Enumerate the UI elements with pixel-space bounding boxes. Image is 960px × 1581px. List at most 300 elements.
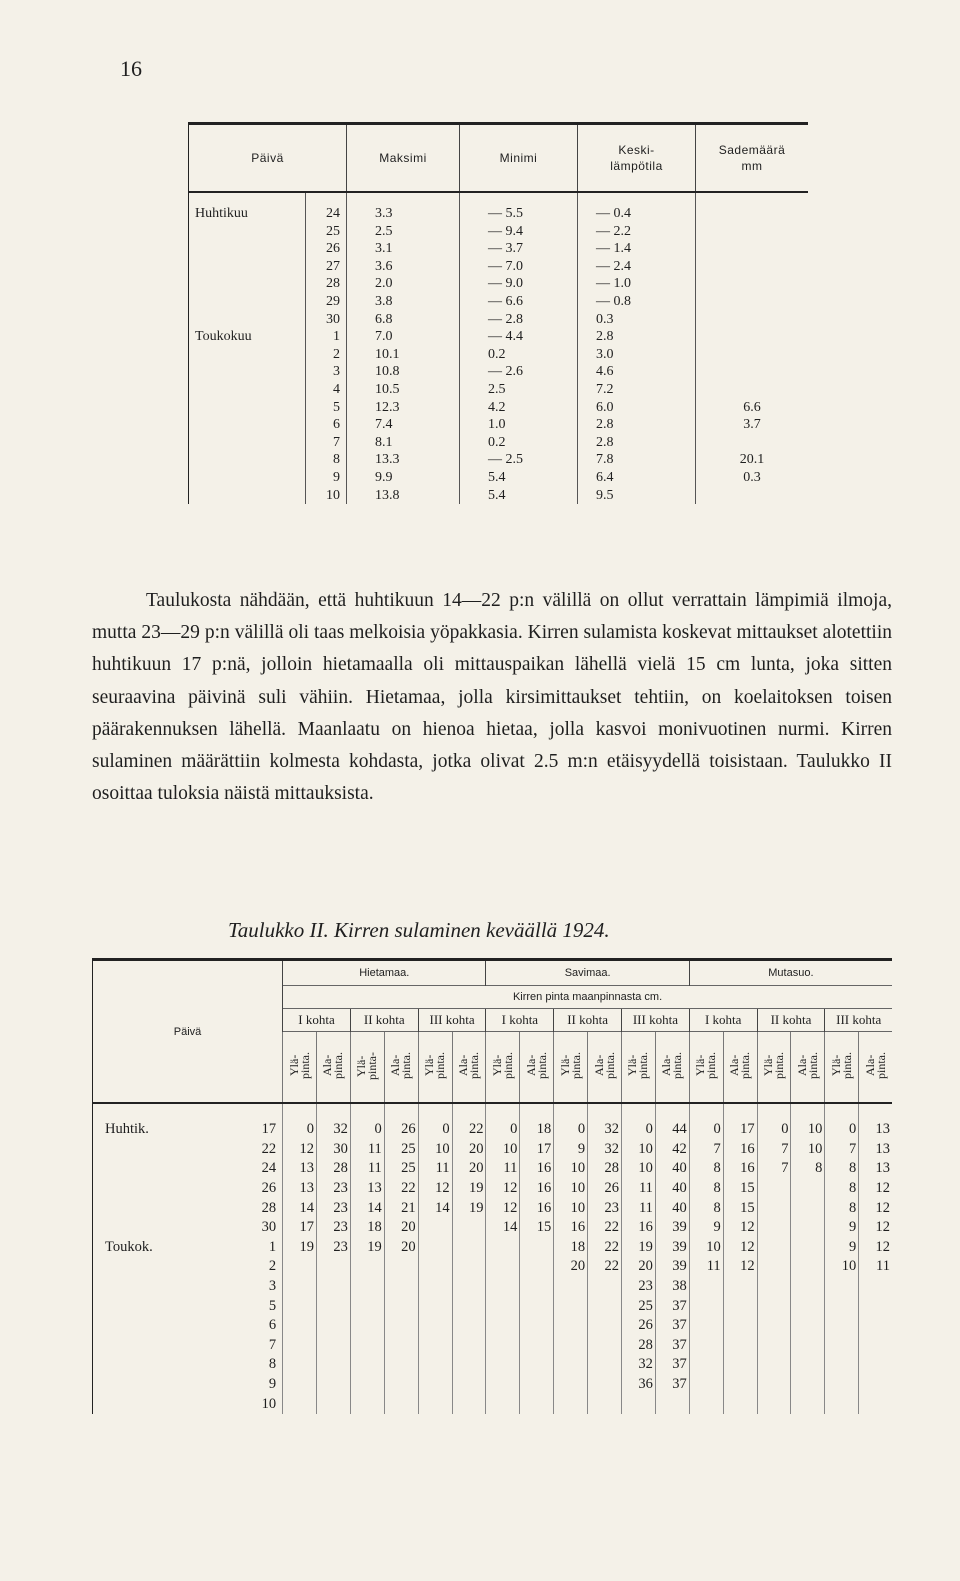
mean-cell: 2.8 bbox=[578, 328, 696, 346]
depth-cell: 11 bbox=[350, 1140, 384, 1160]
depth-cell bbox=[554, 1355, 588, 1375]
depth-cell bbox=[486, 1238, 520, 1258]
frost-row bbox=[93, 1238, 893, 1258]
frost-row bbox=[93, 1375, 893, 1395]
date-cell bbox=[93, 1355, 283, 1375]
header-pinta-label: Ylä- pinta. bbox=[286, 1052, 312, 1079]
min-cell: — 2.6 bbox=[460, 363, 578, 381]
depth-cell: 13 bbox=[283, 1179, 317, 1199]
temperature-row bbox=[189, 434, 809, 452]
depth-cell: 23 bbox=[317, 1179, 351, 1199]
depth-cell bbox=[317, 1257, 351, 1277]
header-sademaara: Sademäärä mm bbox=[696, 124, 809, 193]
depth-cell: 8 bbox=[689, 1159, 723, 1179]
depth-cell bbox=[757, 1355, 791, 1375]
rain-cell bbox=[696, 293, 809, 311]
depth-cell: 13 bbox=[859, 1140, 892, 1160]
depth-cell bbox=[757, 1296, 791, 1316]
depth-cell: 11 bbox=[859, 1257, 892, 1277]
rain-cell: 3.7 bbox=[696, 416, 809, 434]
min-cell: — 4.4 bbox=[460, 328, 578, 346]
header-pinta-label: Ala- pinta. bbox=[523, 1052, 549, 1079]
header-kohta: III kohta bbox=[825, 1009, 892, 1032]
rain-cell: 6.6 bbox=[696, 399, 809, 417]
header-pinta-label: Ylä- pinta. bbox=[489, 1052, 515, 1079]
depth-cell: 12 bbox=[723, 1257, 757, 1277]
mean-cell: 2.8 bbox=[578, 434, 696, 452]
depth-cell bbox=[283, 1277, 317, 1297]
depth-cell bbox=[384, 1277, 418, 1297]
depth-cell bbox=[757, 1238, 791, 1258]
depth-cell: 9 bbox=[554, 1140, 588, 1160]
depth-cell bbox=[418, 1238, 452, 1258]
frost-row bbox=[93, 1179, 893, 1199]
header-pinta-label: Ala- pinta. bbox=[320, 1052, 346, 1079]
depth-cell bbox=[791, 1218, 825, 1238]
header-pinta-label: Ala- pinta. bbox=[727, 1052, 753, 1079]
rain-cell bbox=[696, 328, 809, 346]
depth-cell bbox=[588, 1394, 622, 1414]
day-cell: 28 bbox=[306, 275, 347, 293]
rain-cell: 0.3 bbox=[696, 469, 809, 487]
depth-cell: 12 bbox=[723, 1218, 757, 1238]
depth-cell: 10 bbox=[486, 1140, 520, 1160]
depth-cell: 10 bbox=[791, 1120, 825, 1140]
header-pinta-label: Ylä- pinta. bbox=[761, 1052, 787, 1079]
depth-cell bbox=[791, 1179, 825, 1199]
max-cell: 6.8 bbox=[347, 311, 460, 329]
depth-cell bbox=[791, 1316, 825, 1336]
rain-cell bbox=[696, 275, 809, 293]
depth-cell bbox=[723, 1296, 757, 1316]
depth-cell: 17 bbox=[283, 1218, 317, 1238]
max-cell: 13.8 bbox=[347, 487, 460, 505]
depth-cell: 20 bbox=[622, 1257, 656, 1277]
depth-cell: 14 bbox=[350, 1198, 384, 1218]
depth-cell: 14 bbox=[418, 1198, 452, 1218]
depth-cell bbox=[554, 1296, 588, 1316]
mean-cell: — 1.0 bbox=[578, 275, 696, 293]
depth-cell bbox=[418, 1394, 452, 1414]
depth-cell bbox=[588, 1375, 622, 1395]
depth-cell: 8 bbox=[791, 1159, 825, 1179]
day-label: 5 bbox=[268, 1297, 277, 1314]
header-pinta-label: Ylä- pinta. bbox=[693, 1052, 719, 1079]
depth-cell: 23 bbox=[588, 1198, 622, 1218]
depth-cell bbox=[350, 1394, 384, 1414]
depth-cell bbox=[554, 1375, 588, 1395]
depth-cell: 13 bbox=[859, 1159, 892, 1179]
rain-cell bbox=[696, 434, 809, 452]
depth-cell bbox=[283, 1296, 317, 1316]
mean-cell: 4.6 bbox=[578, 363, 696, 381]
depth-cell bbox=[622, 1394, 656, 1414]
depth-cell: 16 bbox=[723, 1140, 757, 1160]
day-label: 6 bbox=[268, 1317, 277, 1334]
header-pinta-label: Ylä- pinta. bbox=[828, 1052, 854, 1079]
depth-cell: 12 bbox=[859, 1198, 892, 1218]
depth-cell bbox=[520, 1277, 554, 1297]
temperature-row bbox=[189, 275, 809, 293]
depth-cell bbox=[554, 1316, 588, 1336]
depth-cell: 37 bbox=[655, 1336, 689, 1356]
frost-row bbox=[93, 1257, 893, 1277]
date-cell bbox=[93, 1336, 283, 1356]
month-cell bbox=[189, 434, 306, 452]
depth-cell bbox=[757, 1375, 791, 1395]
header-pinta-label: Ylä- pinta. bbox=[422, 1052, 448, 1079]
depth-cell bbox=[452, 1355, 486, 1375]
frost-row bbox=[93, 1140, 893, 1160]
depth-cell: 11 bbox=[622, 1198, 656, 1218]
day-cell: 27 bbox=[306, 258, 347, 276]
rain-cell bbox=[696, 346, 809, 364]
depth-cell: 16 bbox=[723, 1159, 757, 1179]
page-number: 16 bbox=[120, 56, 142, 81]
depth-cell bbox=[350, 1296, 384, 1316]
depth-cell bbox=[825, 1277, 859, 1297]
depth-cell: 12 bbox=[486, 1198, 520, 1218]
depth-cell: 39 bbox=[655, 1257, 689, 1277]
day-label: 28 bbox=[261, 1199, 277, 1216]
depth-cell bbox=[859, 1394, 892, 1414]
date-cell bbox=[93, 1238, 283, 1258]
depth-cell: 0 bbox=[283, 1120, 317, 1140]
depth-cell: 7 bbox=[689, 1140, 723, 1160]
depth-cell bbox=[350, 1257, 384, 1277]
depth-cell bbox=[554, 1394, 588, 1414]
depth-cell bbox=[757, 1277, 791, 1297]
header-kohta: II kohta bbox=[350, 1009, 418, 1032]
depth-cell: 25 bbox=[384, 1159, 418, 1179]
depth-cell bbox=[859, 1316, 892, 1336]
day-cell: 30 bbox=[306, 311, 347, 329]
date-cell bbox=[93, 1218, 283, 1238]
depth-cell bbox=[384, 1257, 418, 1277]
depth-cell bbox=[723, 1336, 757, 1356]
depth-cell bbox=[317, 1336, 351, 1356]
mean-cell: 9.5 bbox=[578, 487, 696, 505]
depth-cell: 12 bbox=[859, 1218, 892, 1238]
depth-cell: 12 bbox=[723, 1238, 757, 1258]
min-cell: 4.2 bbox=[460, 399, 578, 417]
temperature-row bbox=[189, 399, 809, 417]
depth-cell: 11 bbox=[418, 1159, 452, 1179]
depth-cell: 22 bbox=[588, 1238, 622, 1258]
min-cell: — 7.0 bbox=[460, 258, 578, 276]
depth-cell: 39 bbox=[655, 1218, 689, 1238]
depth-cell bbox=[791, 1198, 825, 1218]
depth-cell: 40 bbox=[655, 1179, 689, 1199]
day-label: 1 bbox=[268, 1238, 277, 1255]
depth-cell bbox=[317, 1375, 351, 1395]
depth-cell bbox=[520, 1257, 554, 1277]
depth-cell bbox=[791, 1375, 825, 1395]
depth-cell bbox=[859, 1296, 892, 1316]
body-paragraph: Taulukosta nähdään, että huhtikuun 14—22 p:n välillä on ollut verrattain lämpimiä ilmoja, mutta 23—29 p:n välillä oli taas melkoisia yöpakkasia. Kirren sulamista koskevat mittaukset alotettiin huhtikuun 17 p:nä, jolloin hietamaalla oli mittauspaikan lähellä vielä 15 cm lunta, joka sitten seuraavina päivinä suli vähiin. Hietamaa, jolla kirsimittaukset tehtiin, on koelaitoksen toisen päärakennuksen lähellä. Maanlaatu on hienoa hietaa, jolla kasvoi monivuotinen nurmi. Kirren sulaminen määrättiin kolmesta kohdasta, jotka olivat 2.5 m:n etäisyydellä toisistaan. Taulukko II osoittaa tuloksia näistä mittauksista. bbox=[92, 590, 892, 805]
max-cell: 7.0 bbox=[347, 328, 460, 346]
depth-cell bbox=[486, 1336, 520, 1356]
header-pinta-label: Ala- pinta. bbox=[388, 1052, 414, 1079]
depth-cell bbox=[520, 1336, 554, 1356]
depth-cell: 20 bbox=[452, 1159, 486, 1179]
header-pinta-label: Ylä- pinta- bbox=[354, 1051, 380, 1080]
depth-cell bbox=[486, 1296, 520, 1316]
depth-cell bbox=[452, 1218, 486, 1238]
depth-cell: 12 bbox=[283, 1140, 317, 1160]
depth-cell: 28 bbox=[588, 1159, 622, 1179]
frost-row bbox=[93, 1316, 893, 1336]
depth-cell bbox=[384, 1336, 418, 1356]
date-cell bbox=[93, 1375, 283, 1395]
depth-cell: 32 bbox=[588, 1120, 622, 1140]
depth-cell bbox=[452, 1394, 486, 1414]
depth-cell: 22 bbox=[588, 1218, 622, 1238]
day-label: 26 bbox=[261, 1180, 277, 1197]
depth-cell bbox=[791, 1355, 825, 1375]
depth-cell: 9 bbox=[825, 1238, 859, 1258]
depth-cell bbox=[757, 1179, 791, 1199]
month-label: Toukok. bbox=[105, 1238, 153, 1255]
depth-cell bbox=[384, 1296, 418, 1316]
table2-caption: Taulukko II. Kirren sulaminen keväällä 1924. bbox=[228, 918, 610, 942]
depth-cell bbox=[723, 1355, 757, 1375]
mean-cell: 7.8 bbox=[578, 451, 696, 469]
header-kohta: II kohta bbox=[757, 1009, 825, 1032]
depth-cell: 38 bbox=[655, 1277, 689, 1297]
depth-cell bbox=[859, 1277, 892, 1297]
depth-cell bbox=[520, 1394, 554, 1414]
header-minimi: Minimi bbox=[460, 124, 578, 193]
day-label: 3 bbox=[268, 1278, 277, 1295]
temperature-row bbox=[189, 363, 809, 381]
date-cell bbox=[93, 1179, 283, 1199]
depth-cell bbox=[452, 1336, 486, 1356]
depth-cell: 16 bbox=[520, 1179, 554, 1199]
day-cell: 25 bbox=[306, 223, 347, 241]
depth-cell: 28 bbox=[622, 1336, 656, 1356]
depth-cell: 37 bbox=[655, 1316, 689, 1336]
depth-cell bbox=[283, 1394, 317, 1414]
depth-cell bbox=[757, 1336, 791, 1356]
day-cell: 24 bbox=[306, 205, 347, 223]
rain-cell bbox=[696, 381, 809, 399]
month-cell bbox=[189, 240, 306, 258]
depth-cell: 17 bbox=[723, 1120, 757, 1140]
min-cell: — 6.6 bbox=[460, 293, 578, 311]
depth-cell bbox=[350, 1375, 384, 1395]
day-cell: 29 bbox=[306, 293, 347, 311]
temperature-row bbox=[189, 328, 809, 346]
temperature-row bbox=[189, 469, 809, 487]
temperature-row bbox=[189, 451, 809, 469]
min-cell: — 2.8 bbox=[460, 311, 578, 329]
depth-cell bbox=[723, 1277, 757, 1297]
frost-row bbox=[93, 1394, 893, 1414]
rain-cell: 20.1 bbox=[696, 451, 809, 469]
depth-cell: 7 bbox=[825, 1140, 859, 1160]
depth-cell bbox=[689, 1394, 723, 1414]
header-savimaa: Savimaa. bbox=[486, 960, 689, 986]
depth-cell: 11 bbox=[622, 1179, 656, 1199]
date-cell bbox=[93, 1316, 283, 1336]
depth-cell: 14 bbox=[486, 1218, 520, 1238]
min-cell: — 9.0 bbox=[460, 275, 578, 293]
depth-cell: 25 bbox=[622, 1296, 656, 1316]
header-pinta-label: Ala- pinta. bbox=[456, 1052, 481, 1079]
depth-cell: 32 bbox=[588, 1140, 622, 1160]
depth-cell bbox=[655, 1394, 689, 1414]
header-kirren-pinta: Kirren pinta maanpinnasta cm. bbox=[283, 986, 892, 1009]
max-cell: 9.9 bbox=[347, 469, 460, 487]
day-cell: 4 bbox=[306, 381, 347, 399]
frost-row bbox=[93, 1336, 893, 1356]
mean-cell: 6.0 bbox=[578, 399, 696, 417]
depth-cell bbox=[723, 1394, 757, 1414]
temperature-row bbox=[189, 223, 809, 241]
month-cell bbox=[189, 223, 306, 241]
header-kohta: III kohta bbox=[622, 1009, 690, 1032]
depth-cell bbox=[452, 1257, 486, 1277]
day-cell: 3 bbox=[306, 363, 347, 381]
depth-cell: 11 bbox=[350, 1159, 384, 1179]
depth-cell bbox=[520, 1296, 554, 1316]
depth-cell bbox=[825, 1375, 859, 1395]
depth-cell bbox=[723, 1316, 757, 1336]
depth-cell: 25 bbox=[384, 1140, 418, 1160]
max-cell: 2.5 bbox=[347, 223, 460, 241]
min-cell: 5.4 bbox=[460, 469, 578, 487]
min-cell: — 5.5 bbox=[460, 205, 578, 223]
temperature-row bbox=[189, 381, 809, 399]
depth-cell bbox=[689, 1375, 723, 1395]
header-pinta-label: Ylä- pinta. bbox=[557, 1052, 583, 1079]
month-cell bbox=[189, 275, 306, 293]
depth-cell bbox=[520, 1238, 554, 1258]
depth-cell bbox=[418, 1336, 452, 1356]
frost-row bbox=[93, 1355, 893, 1375]
depth-cell bbox=[317, 1277, 351, 1297]
depth-cell bbox=[588, 1316, 622, 1336]
date-cell bbox=[93, 1140, 283, 1160]
month-cell: Toukokuu bbox=[189, 328, 306, 346]
depth-cell: 11 bbox=[486, 1159, 520, 1179]
rain-cell bbox=[696, 311, 809, 329]
min-cell: 0.2 bbox=[460, 346, 578, 364]
depth-cell bbox=[452, 1296, 486, 1316]
day-cell: 5 bbox=[306, 399, 347, 417]
mean-cell: — 2.2 bbox=[578, 223, 696, 241]
temperature-row bbox=[189, 416, 809, 434]
depth-cell bbox=[283, 1336, 317, 1356]
frost-row bbox=[93, 1159, 893, 1179]
rain-cell bbox=[696, 205, 809, 223]
month-cell bbox=[189, 469, 306, 487]
depth-cell bbox=[384, 1375, 418, 1395]
depth-cell bbox=[452, 1238, 486, 1258]
depth-cell: 22 bbox=[452, 1120, 486, 1140]
frost-row bbox=[93, 1198, 893, 1218]
date-cell bbox=[93, 1296, 283, 1316]
depth-cell bbox=[520, 1316, 554, 1336]
depth-cell: 15 bbox=[520, 1218, 554, 1238]
depth-cell bbox=[283, 1355, 317, 1375]
day-label: 7 bbox=[268, 1336, 277, 1353]
day-label: 17 bbox=[261, 1121, 277, 1138]
month-cell: Huhtikuu bbox=[189, 205, 306, 223]
frost-melting-table bbox=[92, 958, 892, 1414]
depth-cell bbox=[418, 1355, 452, 1375]
mean-cell: 7.2 bbox=[578, 381, 696, 399]
day-cell: 2 bbox=[306, 346, 347, 364]
depth-cell bbox=[384, 1394, 418, 1414]
day-label: 8 bbox=[268, 1356, 277, 1373]
header-pinta-label: Ala- pinta. bbox=[862, 1052, 888, 1079]
depth-cell bbox=[283, 1257, 317, 1277]
day-label: 2 bbox=[268, 1258, 277, 1275]
header-kohta: I kohta bbox=[689, 1009, 757, 1032]
month-cell bbox=[189, 416, 306, 434]
depth-cell: 10 bbox=[622, 1159, 656, 1179]
depth-cell: 10 bbox=[554, 1198, 588, 1218]
min-cell: 2.5 bbox=[460, 381, 578, 399]
depth-cell: 8 bbox=[825, 1159, 859, 1179]
depth-cell: 23 bbox=[317, 1218, 351, 1238]
month-cell bbox=[189, 346, 306, 364]
depth-cell bbox=[757, 1218, 791, 1238]
depth-cell bbox=[791, 1257, 825, 1277]
day-cell: 8 bbox=[306, 451, 347, 469]
depth-cell bbox=[757, 1257, 791, 1277]
depth-cell: 26 bbox=[588, 1179, 622, 1199]
min-cell: — 9.4 bbox=[460, 223, 578, 241]
max-cell: 7.4 bbox=[347, 416, 460, 434]
depth-cell bbox=[791, 1296, 825, 1316]
depth-cell: 7 bbox=[757, 1159, 791, 1179]
depth-cell bbox=[757, 1394, 791, 1414]
date-cell bbox=[93, 1277, 283, 1297]
depth-cell: 37 bbox=[655, 1375, 689, 1395]
depth-cell bbox=[418, 1218, 452, 1238]
rain-cell bbox=[696, 240, 809, 258]
header-maksimi: Maksimi bbox=[347, 124, 460, 193]
depth-cell: 10 bbox=[825, 1257, 859, 1277]
depth-cell: 19 bbox=[622, 1238, 656, 1258]
depth-cell bbox=[317, 1316, 351, 1336]
depth-cell bbox=[689, 1277, 723, 1297]
day-label: 30 bbox=[261, 1219, 277, 1236]
depth-cell: 16 bbox=[520, 1198, 554, 1218]
day-label: 24 bbox=[261, 1160, 277, 1177]
depth-cell: 10 bbox=[554, 1159, 588, 1179]
min-cell: — 2.5 bbox=[460, 451, 578, 469]
temperature-row bbox=[189, 293, 809, 311]
depth-cell bbox=[350, 1277, 384, 1297]
depth-cell bbox=[791, 1238, 825, 1258]
depth-cell bbox=[689, 1355, 723, 1375]
header-kohta: I kohta bbox=[283, 1009, 351, 1032]
depth-cell: 13 bbox=[859, 1120, 892, 1140]
depth-cell: 40 bbox=[655, 1198, 689, 1218]
depth-cell bbox=[317, 1394, 351, 1414]
mean-cell: — 1.4 bbox=[578, 240, 696, 258]
depth-cell: 0 bbox=[689, 1120, 723, 1140]
depth-cell bbox=[350, 1355, 384, 1375]
depth-cell bbox=[418, 1257, 452, 1277]
month-cell bbox=[189, 451, 306, 469]
depth-cell bbox=[689, 1336, 723, 1356]
depth-cell: 0 bbox=[622, 1120, 656, 1140]
